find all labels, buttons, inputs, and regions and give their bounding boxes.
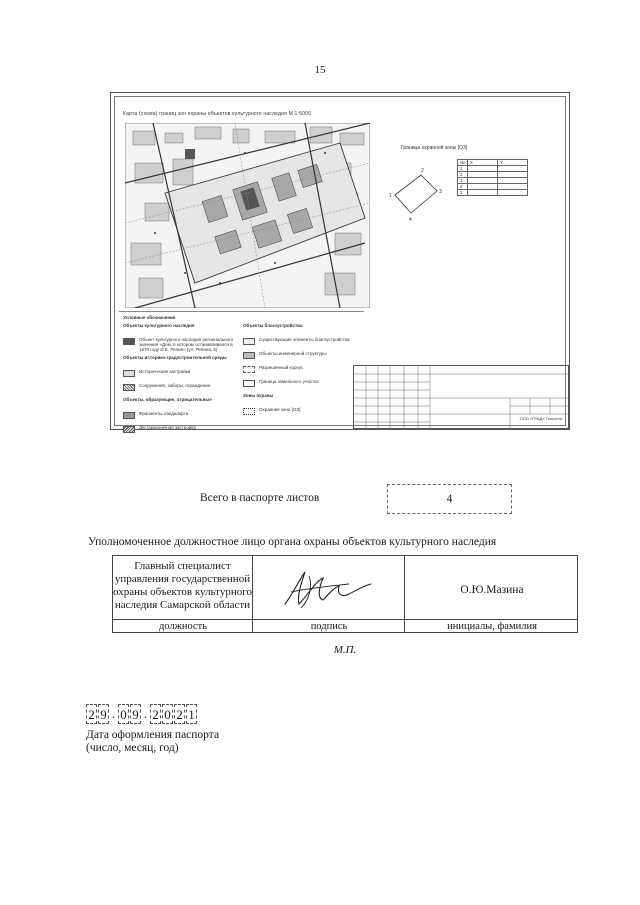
official-name: О.Ю.Мазина (460, 584, 524, 596)
legend-item (243, 392, 361, 406)
date-digit-box: 9 (98, 704, 109, 724)
table-cell: 3 (458, 178, 468, 184)
legend-swatch (123, 384, 135, 391)
point-label: 4 (409, 217, 412, 223)
point-label: 2 (421, 168, 424, 174)
date-separator: . (144, 706, 148, 721)
position-text: Главный специалист управления государственной охраны объектов культурного наследия Самарской области (113, 560, 252, 611)
legend-item (123, 354, 241, 368)
legend-swatch (123, 426, 135, 433)
table-row (458, 190, 528, 196)
page-number: 15 (314, 64, 326, 76)
caption-name: инициалы, фамилия (447, 621, 537, 632)
sheets-count-value: 4 (446, 493, 453, 505)
legend-swatch (243, 352, 255, 359)
legend-item-label: Существующие элементы благоустройства (259, 337, 350, 342)
legend-item (123, 322, 241, 336)
table-cell (467, 190, 497, 196)
table-header-cell: X (467, 160, 497, 166)
zone-scheme (385, 145, 565, 235)
legend-heading: Условные обозначения (123, 315, 176, 320)
caption-signature: подпись (310, 621, 348, 632)
legend-item-label: Разрешённый корпус (259, 365, 304, 370)
date-digit-box: 2 (150, 704, 161, 724)
legend-item-label: Сооружения, заборы, ограждения (139, 383, 211, 388)
legend-swatch (123, 412, 135, 419)
legend-item (243, 322, 361, 336)
legend-item-label: Граница земельного участка (259, 379, 319, 384)
date-digit-box: 2 (86, 704, 97, 724)
date-separator: . (112, 706, 116, 721)
legend-swatch (243, 338, 255, 345)
map-sheet (110, 92, 570, 430)
table-cell: 1 (458, 166, 468, 172)
legend-item-label: Объект культурного наследия регионального значения «Дом, в котором останавливался в 1870 году И.Е. Репин» (ул. Репина, 6) (139, 337, 234, 352)
sheets-label: Всего в паспорте листов (200, 492, 320, 504)
table-cell (497, 190, 527, 196)
map-title: Карта (схема) границ зон охраны объектов культурного наследия М 1:5000 (123, 111, 312, 117)
legend-item-label: Объекты, образующие, отрицательные (123, 397, 212, 402)
date-caption (86, 729, 219, 755)
date-caption-line: Дата оформления паспорта (86, 729, 220, 741)
legend-swatch (123, 338, 135, 345)
stamp-organization: ООО «ГРАД» Тольятти (519, 416, 563, 421)
legend-item (123, 410, 241, 424)
legend-swatch (243, 380, 255, 387)
point-label: 3 (439, 189, 442, 195)
sheets-count-box (387, 484, 512, 514)
table-cell: 4 (458, 184, 468, 190)
legend-item (243, 336, 361, 350)
legend-swatch (243, 408, 255, 415)
date-digit-box: 1 (186, 704, 197, 724)
legend-item (243, 378, 361, 392)
legend-item (123, 382, 241, 396)
date-digit-box: 2 (174, 704, 185, 724)
zone-outline-graphic (385, 157, 445, 227)
date-caption-line: (число, месяц, год) (86, 742, 179, 754)
legend-item-label: Объекты инженерной структуры (259, 351, 327, 356)
legend-item (243, 406, 361, 420)
legend-swatch (123, 370, 135, 377)
seal-label: М.П. (333, 644, 357, 656)
legend-item-label: Фрагменты ландшафта (139, 411, 189, 416)
legend-item-label: Объекты культурного наследия (123, 323, 195, 328)
legend-item-label: Охранная зона [ОЗ] (259, 407, 301, 412)
site-map-graphic (125, 123, 370, 308)
caption-position: должность (158, 621, 208, 632)
legend-item-label: Исторические застройки (139, 369, 191, 374)
map-frame (114, 96, 566, 430)
legend-item (123, 396, 241, 410)
signature-table (112, 555, 578, 633)
legend-swatch (243, 366, 255, 373)
signature-caption-row (113, 619, 577, 633)
table-header-cell: Y (497, 160, 527, 166)
legend-item (123, 336, 241, 354)
legend-item-label: Дисгармоничная застройка (139, 425, 196, 430)
legend-item-label: Зоны охраны (243, 393, 274, 398)
map-legend (119, 311, 364, 429)
table-header-cell: № (458, 160, 468, 166)
scheme-label: Граница охранной зоны [ОЗ] (401, 145, 468, 151)
legend-item (243, 350, 361, 364)
legend-item (123, 424, 241, 438)
point-label: 1 (389, 193, 392, 199)
coordinates-table (457, 159, 528, 196)
legend-item (123, 368, 241, 382)
authority-heading: Уполномоченное должностное лицо органа охраны объектов культурного наследия (88, 536, 497, 548)
handwritten-signature (279, 566, 379, 612)
table-cell: 1 (458, 190, 468, 196)
date-digit-box: 9 (130, 704, 141, 724)
table-cell: 2 (458, 172, 468, 178)
date-digit-box: 0 (118, 704, 129, 724)
title-block-stamp (353, 365, 569, 429)
legend-item (243, 364, 361, 378)
legend-item-label: Объекты благоустройства (243, 323, 303, 328)
legend-item-label: Объекты историко-градостроительной среды (123, 355, 227, 360)
date-digit-box: 0 (162, 704, 173, 724)
